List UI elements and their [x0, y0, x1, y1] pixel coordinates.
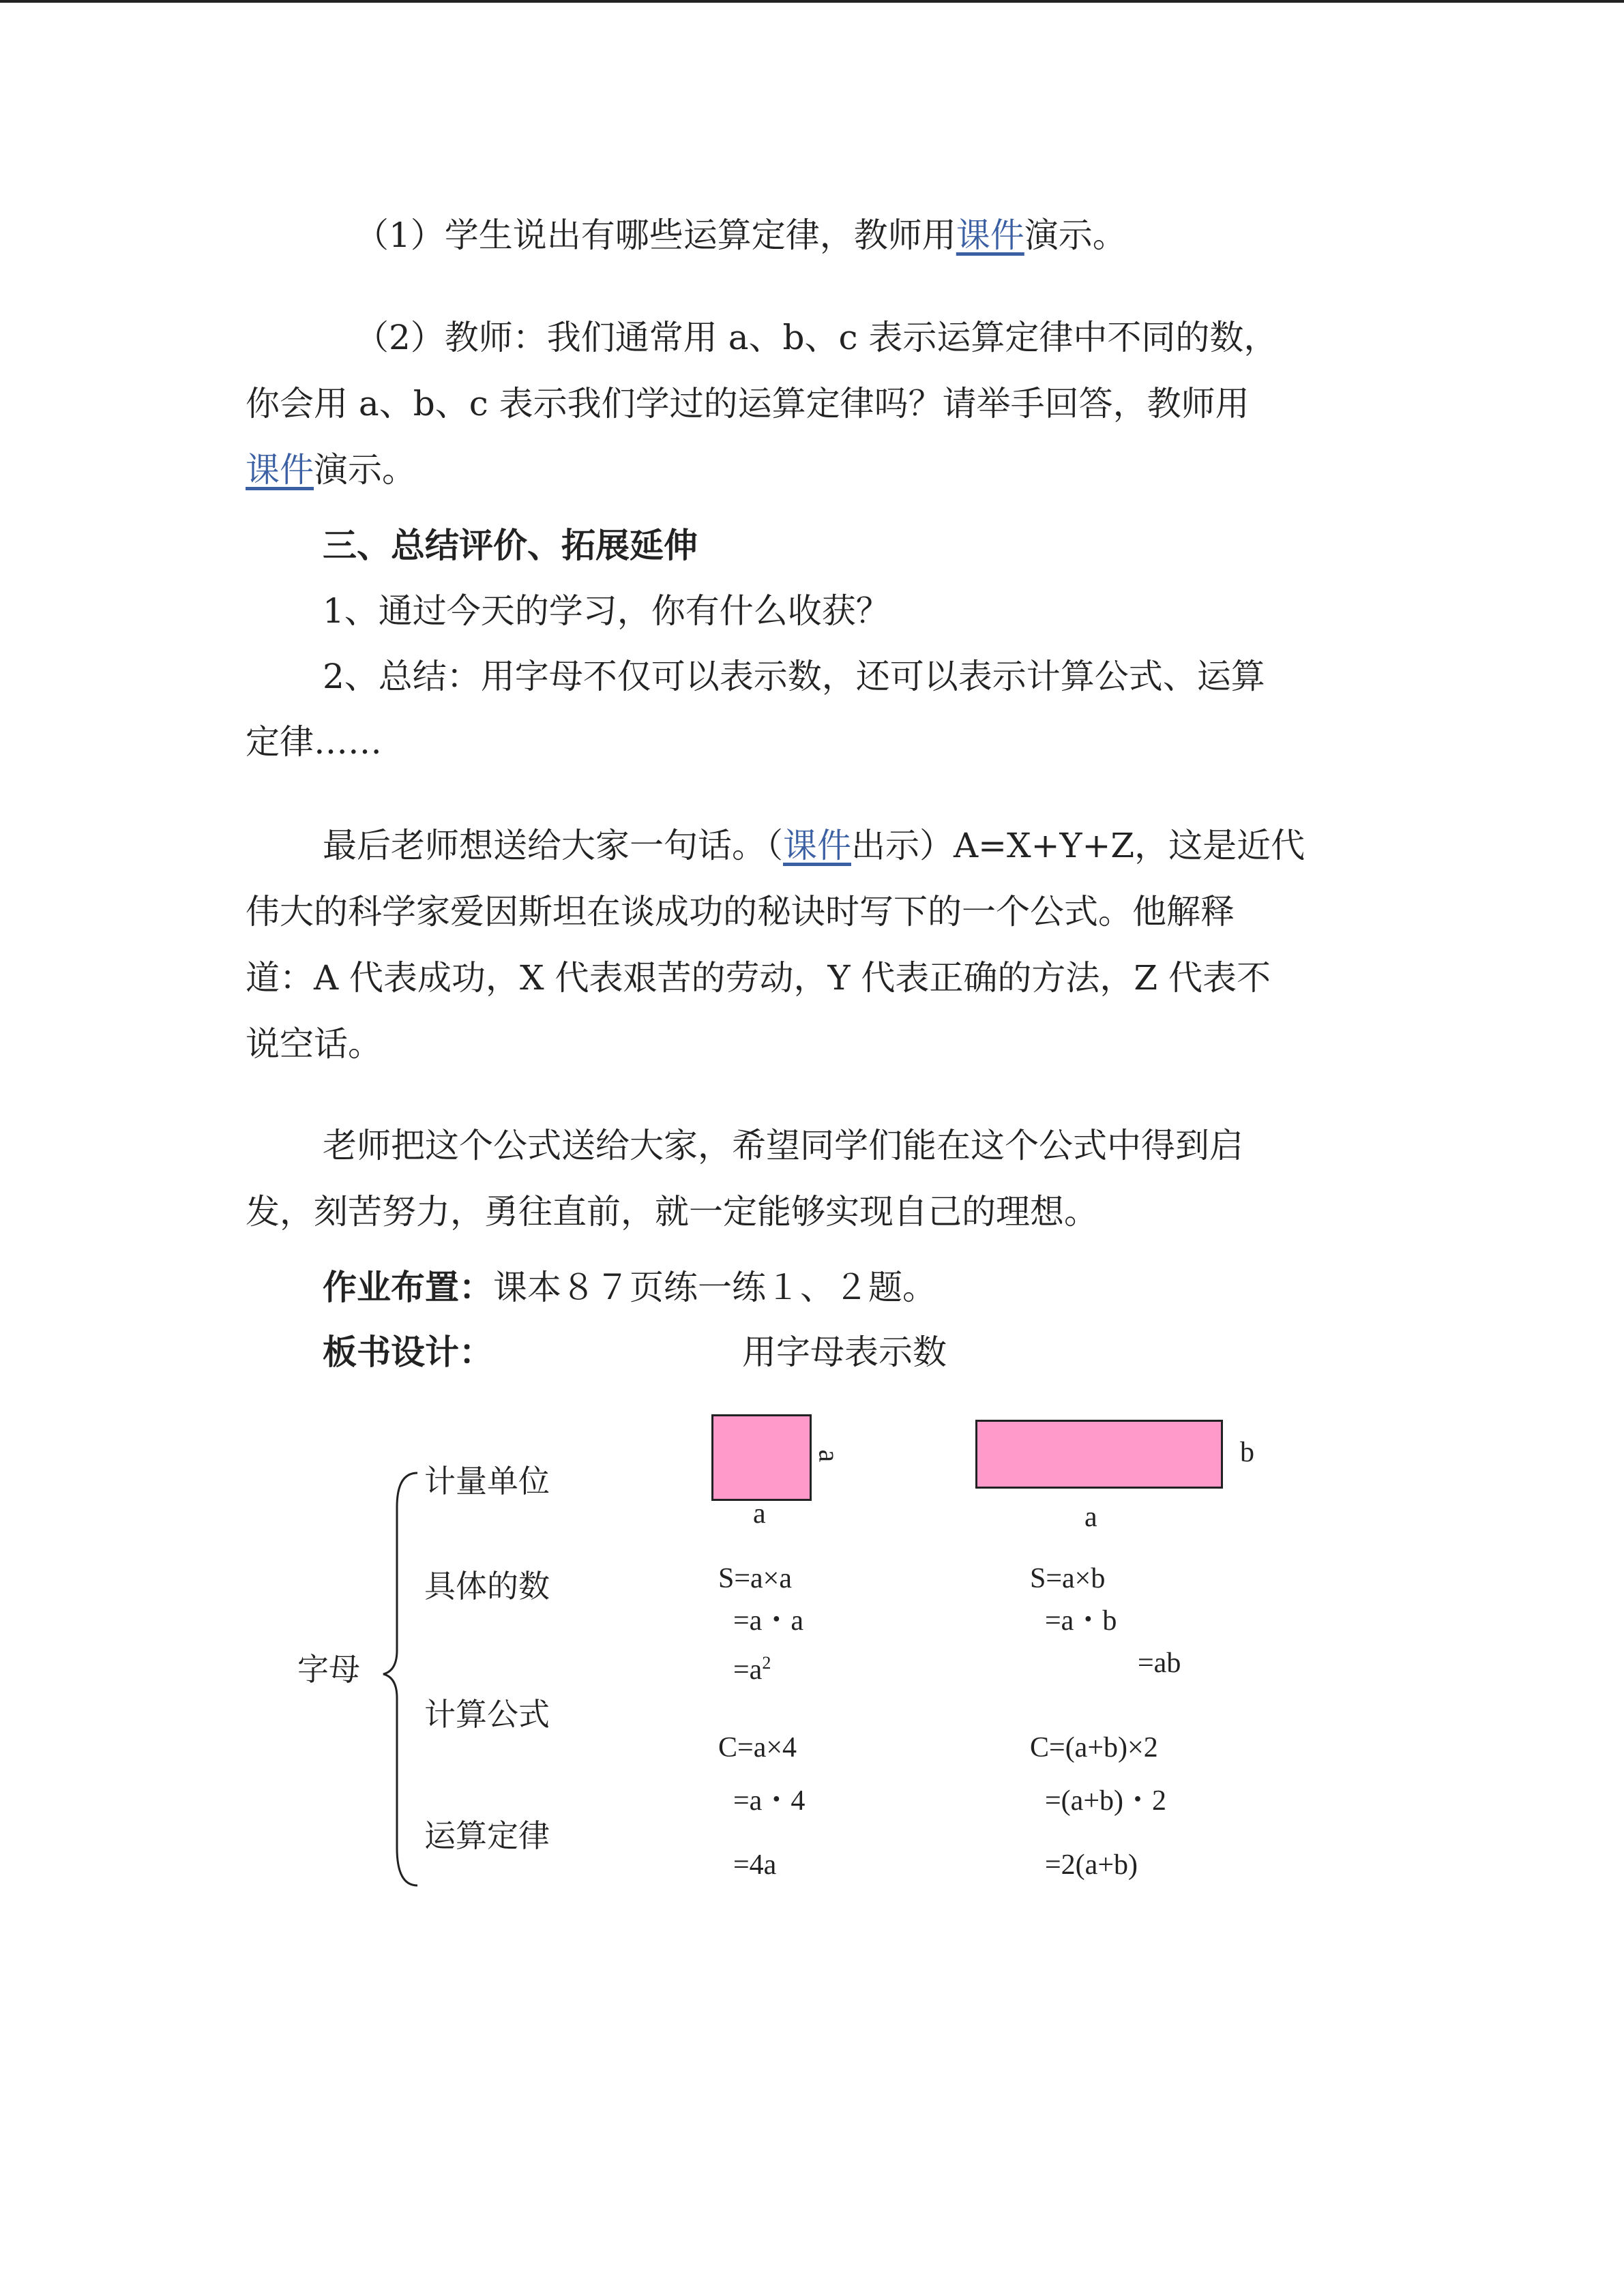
rectangle-perimeter-line-1: C=(a+b)×2	[1030, 1732, 1158, 1763]
rectangle-area-line-1: S=a×b	[1030, 1563, 1106, 1594]
paragraph-3-line-1	[323, 825, 1305, 866]
courseware-link[interactable]: 课件	[956, 215, 1024, 255]
branch-measure-units: 计量单位	[424, 1463, 550, 1500]
square-area-line-1: S=a×a	[718, 1563, 793, 1594]
square-area-line-3: $=a^2$	[733, 1653, 771, 1686]
square-shape	[711, 1414, 812, 1501]
paragraph-2-line-3	[246, 449, 416, 490]
square-area-line-2: =a・a	[733, 1605, 803, 1637]
curly-brace	[382, 1466, 423, 1896]
square-perimeter-line-3: =4a	[733, 1849, 777, 1881]
summary-line-1: 2、总结：用字母不仅可以表示数，还可以表示计算公式、运算	[323, 657, 1265, 696]
courseware-link[interactable]: 课件	[783, 826, 851, 865]
homework	[323, 1267, 936, 1308]
paragraph-1-end: 演示。	[1024, 215, 1127, 255]
square-bottom-label: a	[753, 1498, 766, 1530]
rectangle-area-line-3: =ab	[1138, 1648, 1181, 1679]
paragraph-2-end: 演示。	[314, 450, 416, 490]
homework-text: 课本８７页练一练１、２题。	[493, 1268, 936, 1307]
square-perimeter-line-2: =a・4	[733, 1785, 806, 1817]
paragraph-1-text: （1）学生说出有哪些运算定律，教师用	[355, 215, 956, 255]
rectangle-shape	[975, 1420, 1223, 1489]
paragraph-4-line-2: 发，刻苦努力，勇往直前，就一定能够实现自己的理想。	[246, 1192, 1098, 1232]
homework-label: 作业布置：	[323, 1267, 493, 1307]
paragraph-3-line-3: 道：A 代表成功，X 代表艰苦的劳动，Y 代表正确的方法，Z 代表不	[246, 958, 1271, 998]
board-design-title: 用字母表示数	[742, 1332, 947, 1372]
page-top-border	[0, 0, 1624, 3]
rectangle-perimeter-line-2: =(a+b)・2	[1045, 1785, 1166, 1817]
branch-laws: 运算定律	[424, 1817, 550, 1854]
board-design-label: 板书设计：	[323, 1332, 493, 1372]
paragraph-2-line-2: 你会用 a、b、c 表示我们学过的运算定律吗？请举手回答，教师用	[246, 384, 1250, 423]
rectangle-side-label: b	[1240, 1437, 1254, 1468]
paragraph-4-line-1: 老师把这个公式送给大家，希望同学们能在这个公式中得到启	[323, 1126, 1243, 1165]
exponent: 2	[762, 1653, 771, 1673]
branch-formulas: 计算公式	[424, 1696, 550, 1733]
paragraph-1	[355, 215, 1127, 256]
rectangle-bottom-label: a	[1084, 1502, 1097, 1533]
square-side-label: a	[812, 1449, 844, 1463]
paragraph-3-line-4: 说空话。	[246, 1024, 382, 1064]
paragraph-3-line-2: 伟大的科学家爱因斯坦在谈成功的秘诀时写下的一个公式。他解释	[246, 892, 1235, 931]
question-1: 1、通过今天的学习，你有什么收获？	[323, 591, 890, 631]
paragraph-3-cont: 出示）A=X+Y+Z，这是近代	[851, 826, 1305, 865]
summary-line-2: 定律……	[246, 722, 382, 762]
paragraph-2-line-1: （2）教师：我们通常用 a、b、c 表示运算定律中不同的数，	[355, 318, 1278, 357]
rectangle-perimeter-line-3: =2(a+b)	[1045, 1849, 1138, 1881]
branch-specific-numbers: 具体的数	[424, 1568, 550, 1605]
courseware-link[interactable]: 课件	[246, 450, 314, 490]
rectangle-area-line-2: =a・b	[1045, 1605, 1117, 1637]
diagram-root-label: 字母	[297, 1651, 360, 1688]
paragraph-3-text: 最后老师想送给大家一句话。（	[323, 826, 783, 865]
section-heading: 三、总结评价、拓展延伸	[323, 525, 698, 565]
square-perimeter-line-1: C=a×4	[718, 1732, 797, 1763]
